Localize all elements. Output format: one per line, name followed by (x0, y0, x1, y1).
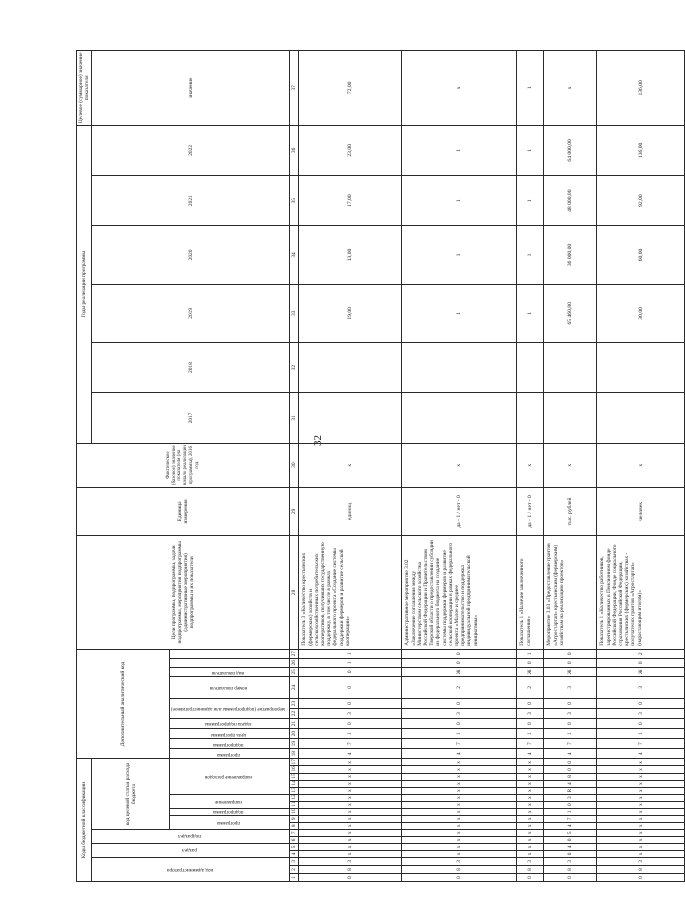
value-2019-cell: 1 (517, 284, 544, 342)
header-row-1 (77, 51, 92, 882)
code-cell: 3 (597, 857, 685, 865)
code-cell: 8 (544, 773, 597, 780)
column-index-cell: 36 (290, 125, 299, 175)
year-2022: 2022 (92, 125, 290, 175)
program-indicators-table (76, 50, 685, 882)
code-cell: х (299, 759, 402, 766)
description-cell: Административное мероприятие 3.02 «Заключение соглашения между Министерством сельского хозяйства Российской Федерации и Правительством Тверской области о предоставлении субсидии из федерального бюджета на создание системы поддержки фермеров и развитие сельской кооперации в рамках федерального проекта «Малое и среднее предпринимательство и поддержка индивидуальной предпринимательской инициативы» (402, 536, 517, 650)
code-cell: х (517, 815, 544, 822)
code-cell: 4 (544, 780, 597, 787)
code-cell: 0 (544, 649, 597, 658)
code-cell: 0 (544, 719, 597, 729)
code-cell: 2 (402, 676, 517, 698)
code-cell: 3 (299, 709, 402, 719)
code-cell: х (299, 766, 402, 773)
code-cell: х (597, 766, 685, 773)
code-cell: 0 (544, 698, 597, 708)
value-2017-cell (597, 393, 685, 443)
code-cell: х (299, 843, 402, 850)
code-cell: х (402, 801, 517, 808)
unit-cell: тыс. рублей (544, 487, 597, 535)
code-cell: 0 (544, 801, 597, 808)
unit-cell: человек (597, 487, 685, 535)
code-cell: R (544, 787, 597, 794)
code-cell: 4 (544, 843, 597, 850)
code-cell: х (402, 773, 517, 780)
code-cell: 0 (299, 698, 402, 708)
column-index-cell: 22 (290, 709, 299, 719)
code-cell: х (517, 829, 544, 836)
header-target-article: код целевой статьи расхода бюджета (92, 759, 170, 830)
code-cell: 0 (597, 873, 685, 881)
header-direction: направление (170, 794, 290, 808)
header-add-task: задача подпрограммы (170, 719, 290, 729)
code-cell: 1 (299, 658, 402, 667)
value-2018-cell (402, 342, 517, 392)
code-cell: х (402, 829, 517, 836)
code-cell: х (299, 850, 402, 857)
code-cell: х (402, 780, 517, 787)
code-cell: 0 (402, 658, 517, 667)
column-index-cell: 10 (291, 808, 298, 814)
code-cell: 7 (299, 739, 402, 749)
code-cell: 8 (402, 865, 517, 873)
value-2021-cell: 48 000,00 (544, 176, 597, 226)
code-cell: 8 (544, 865, 597, 873)
code-cell: 1 (517, 649, 544, 658)
code-cell: 5 (544, 829, 597, 836)
column-index-cell: 33 (290, 284, 299, 342)
header-admin-code: код администратора (92, 857, 290, 881)
column-index-cell: 31 (290, 393, 299, 443)
table-row (544, 51, 597, 882)
code-cell: 3 (597, 709, 685, 719)
column-index-cell: 28 (290, 536, 299, 650)
code-cell: х (299, 808, 402, 815)
code-cell: 0 (544, 850, 597, 857)
code-cell: 4 (544, 822, 597, 829)
code-cell: х (299, 822, 402, 829)
code-cell: 3 (544, 709, 597, 719)
year-2019: 2019 (92, 284, 290, 342)
code-cell: х (597, 787, 685, 794)
code-cell: х (299, 787, 402, 794)
code-cell: х (402, 850, 517, 857)
value-2017-cell (517, 393, 544, 443)
header-add-goal: цель программы (170, 729, 290, 739)
code-cell: х (597, 801, 685, 808)
value-2022-cell: 64 000,00 (544, 125, 597, 175)
year-2017: 2017 (92, 393, 290, 443)
code-cell: х (517, 801, 544, 808)
code-cell: х (299, 773, 402, 780)
value-2021-cell: 1 (517, 176, 544, 226)
code-cell: х (517, 780, 544, 787)
code-cell: х (517, 843, 544, 850)
code-cell: х (299, 829, 402, 836)
code-cell: 0 (299, 667, 402, 676)
code-cell: Ж (597, 667, 685, 676)
code-cell: 2 (597, 649, 685, 658)
value-2018-cell (544, 342, 597, 392)
code-cell: х (402, 794, 517, 801)
description-cell: Показатель 3 «Количество крестьянских (фермерских) хозяйств и сельскохозяйственных потребительских кооперативов, получивших государственную поддержку, в том числе в рамках федерального проекта «Создание системы поддержки фермеров и развитие сельской кооперации» (299, 536, 402, 650)
code-cell: 0 (402, 649, 517, 658)
code-cell: 2 (517, 676, 544, 698)
header-additional-code: Дополнительный аналитический код (77, 649, 170, 759)
value-2021-cell: 1 (402, 176, 517, 226)
base-value-cell: х (299, 443, 402, 487)
value-2018-cell (597, 342, 685, 392)
column-index-cell: 30 (290, 443, 299, 487)
value-2017-cell (299, 393, 402, 443)
column-index-cell: 5 (290, 843, 299, 850)
code-cell: 8 (299, 865, 402, 873)
description-cell: Мероприятие 3.03 «Предоставление грантов «Агростартап» крестьянским (фермерским) хозяйствам на реализацию проектов» (544, 536, 597, 650)
code-cell: х (597, 836, 685, 843)
code-cell: 0 (299, 676, 402, 698)
column-index-cell: 27 (291, 651, 298, 657)
value-2020-cell: 60,00 (597, 226, 685, 284)
page-number: 32 (312, 435, 324, 446)
code-cell: 3 (544, 794, 597, 801)
table-row (517, 51, 544, 882)
value-2017-cell (544, 393, 597, 443)
table-row (299, 51, 402, 882)
table-row (597, 51, 685, 882)
code-cell: х (299, 815, 402, 822)
code-cell: Ж (402, 667, 517, 676)
target-value-cell: 1 (517, 51, 544, 126)
code-cell: 3 (597, 676, 685, 698)
column-index-cell: 37 (290, 51, 299, 126)
column-index-cell: 8 (290, 822, 299, 829)
column-index-cell: 23 (290, 698, 299, 708)
code-cell: х (402, 759, 517, 766)
column-index-cell: 20 (290, 729, 299, 739)
code-cell: 1 (597, 729, 685, 739)
code-cell: х (517, 808, 544, 815)
value-2018-cell (517, 342, 544, 392)
code-cell: Ж (544, 667, 597, 676)
value-2022-cell: 23,00 (299, 125, 402, 175)
code-cell: х (402, 822, 517, 829)
column-index-cell: 13 (291, 787, 298, 793)
value-2017-cell (402, 393, 517, 443)
code-cell: 0 (544, 873, 597, 881)
code-cell: х (517, 794, 544, 801)
code-cell: х (402, 808, 517, 815)
code-cell: 4 (597, 749, 685, 759)
code-cell: х (517, 787, 544, 794)
value-2020-cell: 36 000,00 (544, 226, 597, 284)
value-2021-cell: 92,00 (597, 176, 685, 226)
header-add-subprogram: подпрограмма (170, 739, 290, 749)
header-program: программа (170, 815, 290, 829)
code-cell: х (597, 780, 685, 787)
column-index-cell: 32 (290, 342, 299, 392)
column-index-cell: 29 (290, 487, 299, 535)
code-cell: 8 (517, 865, 544, 873)
code-cell: 4 (517, 749, 544, 759)
code-cell: х (402, 787, 517, 794)
code-cell: 3 (402, 709, 517, 719)
value-2022-cell: 1 (517, 125, 544, 175)
code-cell: 0 (517, 873, 544, 881)
code-cell: 3 (544, 676, 597, 698)
code-cell: 0 (299, 873, 402, 881)
header-target: Целевое (суммарное) значение показателя (77, 51, 92, 126)
column-index-cell: 18 (290, 749, 299, 759)
header-expense-direction: направление расходов (170, 759, 290, 794)
code-cell: 1 (544, 808, 597, 815)
code-cell: 7 (402, 739, 517, 749)
code-cell: х (597, 822, 685, 829)
column-index-cell: 26 (291, 660, 298, 666)
value-2020-cell: 1 (402, 226, 517, 284)
value-2019-cell: 1 (402, 284, 517, 342)
code-cell: 8 (597, 865, 685, 873)
code-cell: 7 (544, 815, 597, 822)
code-cell: х (597, 850, 685, 857)
code-cell: 0 (597, 658, 685, 667)
year-2020: 2020 (92, 226, 290, 284)
column-index-cell: 21 (290, 719, 299, 729)
code-cell: 0 (517, 658, 544, 667)
value-2022-cell: 136,00 (597, 125, 685, 175)
code-cell: 3 (544, 857, 597, 865)
header-base-value: Фактическое (базовое) значение показателя (на начало реализации программы), 2016 год (77, 443, 290, 487)
code-cell: х (597, 759, 685, 766)
value-2020-cell: 1 (517, 226, 544, 284)
code-cell: х (517, 759, 544, 766)
column-index-cell: 2 (290, 865, 299, 873)
header-add-event: мероприятие (подпрограммы или административное) (170, 698, 290, 718)
column-index-cell: 11 (291, 801, 298, 807)
target-value-cell: х (402, 51, 517, 126)
header-add-indicator-kind: вид показателя (170, 667, 290, 676)
header-target-value: значение (92, 51, 290, 126)
column-index-row (290, 51, 299, 882)
header-budget-classification: Коды бюджетной классификации (77, 759, 92, 882)
code-cell: 1 (517, 729, 544, 739)
code-cell: 3 (402, 857, 517, 865)
description-cell: Показатель 1 «Количество работников, зарегистрированных в Пенсионном фонде Российской Федерации, Фонде социального страхования Российской Федерации, крестьянских (фермерских) хозяйствах - получателях грантов «Агростартап» (нарастающим итогом)» (597, 536, 685, 650)
column-index-cell: 9 (290, 815, 299, 822)
column-index-cell: 34 (290, 226, 299, 284)
column-index-cell: 12 (291, 794, 298, 800)
column-index-cell: 3 (290, 857, 299, 865)
header-years: Годы реализации программы (77, 125, 92, 443)
table-row (402, 51, 517, 882)
code-cell: х (299, 794, 402, 801)
value-2019-cell: 30,00 (597, 284, 685, 342)
code-cell: 0 (544, 766, 597, 773)
header-unit: Единица измерения (77, 487, 290, 535)
code-cell: х (517, 822, 544, 829)
header-add-program: программа (170, 749, 290, 759)
code-cell: х (402, 766, 517, 773)
header-add-indicator: номер показателя (170, 676, 290, 698)
code-cell: 0 (402, 698, 517, 708)
unit-cell: единиц (299, 487, 402, 535)
code-cell: Ж (517, 667, 544, 676)
header-add-spare (170, 658, 290, 667)
code-cell: 1 (402, 729, 517, 739)
code-cell: 3 (299, 857, 402, 865)
code-cell: 3 (517, 709, 544, 719)
code-cell: 7 (544, 739, 597, 749)
code-cell: 7 (597, 739, 685, 749)
code-cell: 7 (517, 739, 544, 749)
code-cell: 0 (597, 719, 685, 729)
code-cell: 0 (597, 698, 685, 708)
column-index-cell: 19 (290, 739, 299, 749)
program-indicators-table-rotated (76, 50, 644, 882)
unit-cell: да - 1 / нет - 0 (517, 487, 544, 535)
code-cell: 1 (299, 729, 402, 739)
header-subsection: подраздел (92, 829, 290, 843)
code-cell: х (597, 843, 685, 850)
description-cell: Показатель 1 «Наличие заключенного соглашения» (517, 536, 544, 650)
column-index-cell: 14 (291, 780, 298, 786)
code-cell: 0 (517, 698, 544, 708)
base-value-cell: х (517, 443, 544, 487)
code-cell: х (299, 801, 402, 808)
value-2019-cell: 19,00 (299, 284, 402, 342)
code-cell: х (517, 766, 544, 773)
header-goals: Цели программы, подпрограммы, задачи подпрограммы, мероприятия подпрограммы (административные мероприятия) подпрограммы и их показатели (77, 536, 290, 650)
code-cell: 4 (402, 749, 517, 759)
base-value-cell: х (544, 443, 597, 487)
code-cell: 0 (299, 719, 402, 729)
code-cell: х (299, 836, 402, 843)
column-index-cell: 4 (290, 850, 299, 857)
code-cell: 0 (402, 873, 517, 881)
column-index-cell: 7 (290, 829, 299, 836)
value-2019-cell: 65 460,80 (544, 284, 597, 342)
column-index-cell: 17 (291, 759, 298, 765)
code-cell: х (597, 829, 685, 836)
code-cell: х (517, 773, 544, 780)
code-cell: х (597, 773, 685, 780)
target-value-cell: х (544, 51, 597, 126)
base-value-cell: х (597, 443, 685, 487)
code-cell: х (402, 843, 517, 850)
value-2020-cell: 13,00 (299, 226, 402, 284)
code-cell: х (517, 836, 544, 843)
target-value-cell: 72,00 (299, 51, 402, 126)
code-cell: 4 (299, 749, 402, 759)
column-index-cell: 15 (291, 773, 298, 779)
column-index-cell: 25 (291, 669, 298, 675)
header-section: раздел (92, 843, 290, 857)
column-index-cell: 1 (290, 873, 299, 881)
code-cell: х (597, 794, 685, 801)
code-cell: 3 (517, 857, 544, 865)
code-cell: 0 (544, 658, 597, 667)
base-value-cell: х (402, 443, 517, 487)
code-cell: х (402, 815, 517, 822)
year-2018: 2018 (92, 342, 290, 392)
code-cell: 1 (299, 649, 402, 658)
code-cell: х (402, 836, 517, 843)
code-cell: 4 (544, 749, 597, 759)
column-index-cell: 35 (290, 176, 299, 226)
header-subprogram: подпрограмма (170, 808, 290, 815)
code-cell: 0 (544, 759, 597, 766)
code-cell: х (299, 780, 402, 787)
year-2021: 2021 (92, 176, 290, 226)
value-2021-cell: 17,00 (299, 176, 402, 226)
value-2022-cell: 1 (402, 125, 517, 175)
code-cell: х (517, 850, 544, 857)
code-cell: 0 (402, 719, 517, 729)
code-cell: х (597, 815, 685, 822)
column-index-cell: 16 (291, 766, 298, 772)
code-cell: 0 (517, 719, 544, 729)
value-2018-cell (299, 342, 402, 392)
column-index-cell: 24 (290, 676, 299, 698)
target-value-cell: 136,00 (597, 51, 685, 126)
column-index-cell: 6 (290, 836, 299, 843)
code-cell: 0 (544, 836, 597, 843)
code-cell: 1 (544, 729, 597, 739)
unit-cell: да - 1 / нет - 0 (402, 487, 517, 535)
code-cell: х (597, 808, 685, 815)
